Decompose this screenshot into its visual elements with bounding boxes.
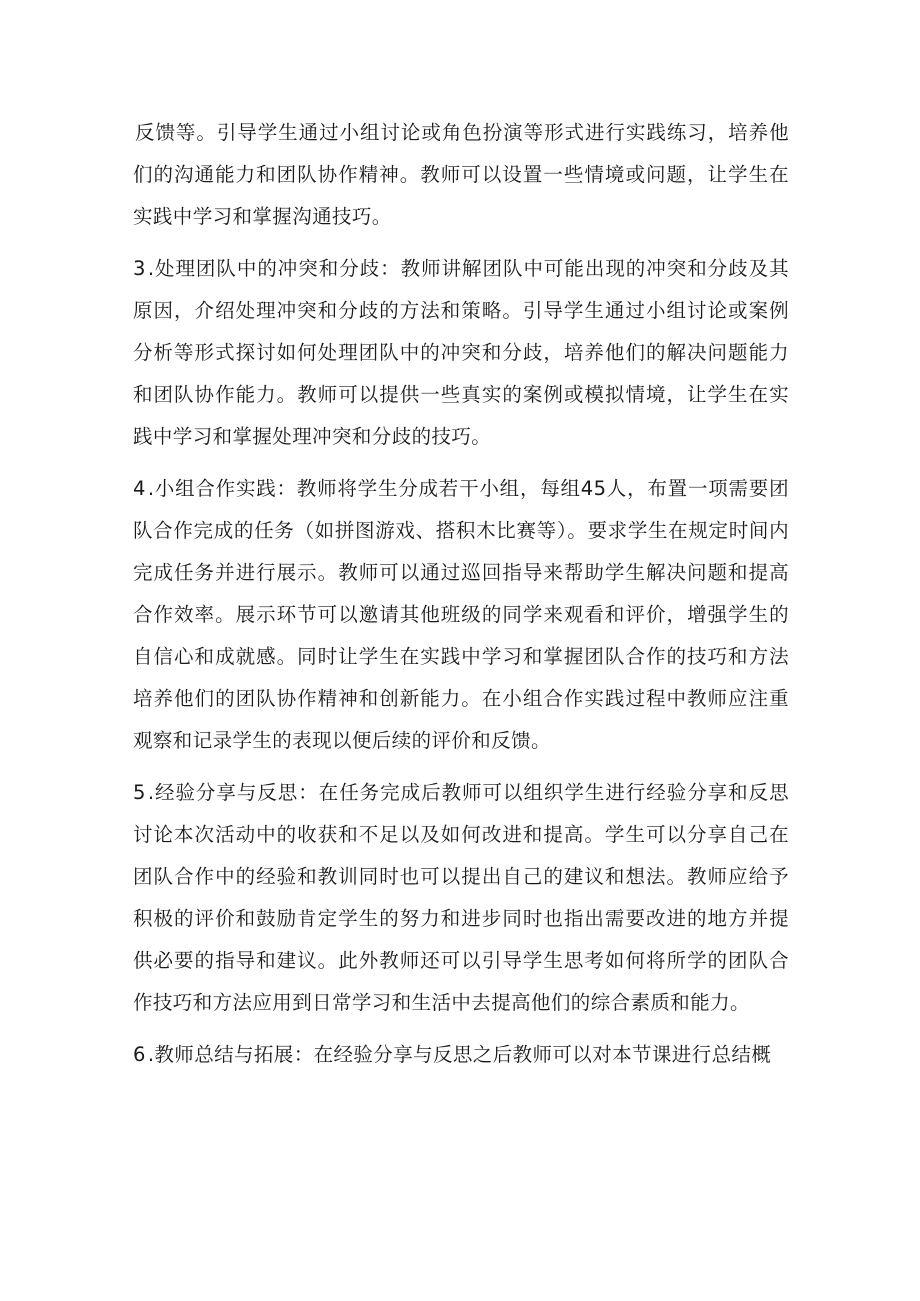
document-body	[133, 112, 789, 1086]
paragraph-number: 4	[133, 477, 146, 500]
paragraph-conflict-handling	[133, 248, 789, 458]
paragraph-text: .小组合作实践：教师将学生分成若干小组，每组45人，布置一项需要团队合作完成的任务（如拼图游戏、搭积木比赛等）。要求学生在规定时间内完成任务并进行展示。教师可以通过巡回指导来帮助学生解决问题和提高合作效率。展示环节可以邀请其他班级的同学来观看和评价，增强学生的自信心和成就感。同时让学生在实践中学习和掌握团队合作的技巧和方法培养他们的团队协作精神和创新能力。在小组合作实践过程中教师应注重观察和记录学生的表现以便后续的评价和反馈。	[133, 477, 789, 752]
paragraph-number: 6	[133, 1043, 146, 1066]
paragraph-group-practice	[133, 468, 789, 762]
paragraph-text: .经验分享与反思：在任务完成后教师可以组织学生进行经验分享和反思讨论本次活动中的收获和不足以及如何改进和提高。学生可以分享自己在团队合作中的经验和教训同时也可以提出自己的建议和想法。教师应给予积极的评价和鼓励肯定学生的努力和进步同时也指出需要改进的地方并提供必要的指导和建议。此外教师还可以引导学生思考如何将所学的团队合作技巧和方法应用到日常学习和生活中去提高他们的综合素质和能力。	[133, 781, 789, 1014]
paragraph-experience-sharing	[133, 772, 789, 1024]
paragraph-text: .教师总结与拓展：在经验分享与反思之后教师可以对本节课进行总结概	[147, 1043, 772, 1066]
paragraph-text: 反馈等。引导学生通过小组讨论或角色扮演等形式进行实践练习，培养他们的沟通能力和团队协作精神。教师可以设置一些情境或问题，让学生在实践中学习和掌握沟通技巧。	[133, 121, 789, 228]
paragraph-text: .处理团队中的冲突和分歧：教师讲解团队中可能出现的冲突和分歧及其原因，介绍处理冲突和分歧的方法和策略。引导学生通过小组讨论或案例分析等形式探讨如何处理团队中的冲突和分歧，培养他们的解决问题能力和团队协作能力。教师可以提供一些真实的案例或模拟情境，让学生在实践中学习和掌握处理冲突和分歧的技巧。	[133, 257, 789, 448]
paragraph-communication-practice	[133, 112, 789, 238]
paragraph-teacher-summary	[133, 1034, 789, 1076]
paragraph-number: 3	[133, 257, 146, 280]
paragraph-number: 5	[133, 781, 146, 804]
